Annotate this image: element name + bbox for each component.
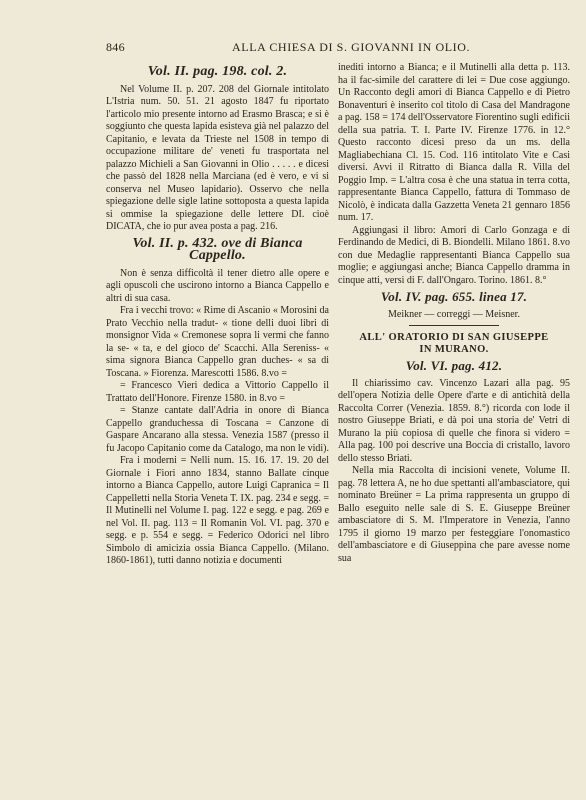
chapter-heading-line: IN MURANO.	[419, 344, 489, 355]
page-number: 846	[106, 40, 125, 54]
section-heading: Vol. IV. pag. 655. linea 17.	[380, 289, 528, 304]
section-heading: Vol. II. pag. 198. col. 2.	[147, 64, 288, 79]
left-column	[106, 62, 329, 568]
paragraph: inediti intorno a Bianca; e il Mutinelli alla detta p. 113. ha il fac-simile del carattere di lei = Due cose aggiungo. Un Racconto degli amori di Bianca Cappello e di Pietro Bonaventuri è inserito col titolo di Casa del Mandragone a pag. 158 = 174 dell'Osservatore Fiorentino sugli edificii della sua patria. T. I. Parte IV. Firenze 1776. in 12.° Questo racconto dicesi preso da un ms. della Magliabechiana Cl. 15. Cod. 116 intitolato Vite e Casi diversi. Avvi il Ritratto di Bianca dalla R. Villa del Poggio Imp. = L'altra cosa è che una statua in terra cotta, rappresentante Bianca Cappello, fattura di Tommaso de Nicolò, è indicata dalla Gazzetta Veneta 21 gennaro 1856 num. 17.	[338, 62, 570, 223]
paragraph: Nel Volume II. p. 207. 208 del Giornale intitolato L'Istria num. 50. 51. 21 agosto 1847 fu riportato l'articolo mio presente intorno ad Erasmo Brasca; e si è soggiunto che questa lapida esisteva già nel palazzo del Capitanio, e levata da Trieste nel 1508 in tempo di occupazione militare de' veneti fu trasportata nel palazzo Michieli a San Giovanni in Olio . . . . . e dicesi che passò del 1828 nella Marciana (ed è vero, e vi si conserva nel Museo lapidario). Osservo che nella spiegazione delle sigle latine sottoposta a questa lapida si ommise la spiegazione delle lettere DI. cioè DICATA, che io pur avea posta a pag. 216.	[106, 83, 329, 232]
paragraph: Il chiarissimo cav. Vincenzo Lazari alla pag. 95 dell'opera Notizia delle Opere d'arte e di antichità della Raccolta Correr (Venezia. 1859. 8.°) ricorda con lode il nostro Giuseppe Briati, e dà poi una storia de' Vetri di Murano la più copiosa di quelle che finora si videro = Alla pag. 100 poi descrive una Boccia di cristallo, lavoro dello stesso Briati.	[338, 377, 570, 464]
paragraph: = Stanze cantate dall'Adria in onore di Bianca Cappello granduchessa di Toscana = Canzone di Gaspare Ancarano alla stessa. Venezia 1587 (presso il fu Jacopo Capitanio come da Catalogo, ma non le vidi).	[106, 405, 329, 454]
running-header	[106, 40, 566, 58]
paragraph: = Francesco Vieri dedica a Vittorio Cappello il Trattato dell'Honore. Firenze 1580. in 8.vo =	[106, 380, 329, 404]
chapter-heading	[338, 332, 570, 356]
errata-line: Meikner — correggi — Meisner.	[388, 308, 520, 320]
paragraph: Fra i vecchi trovo: « Rime di Ascanio « Morosini da Prato Vecchio nella tradut- « tione delli duoi libri di monsignor Vida « Cremonese sopra li vermi che fanno la se- « ta, e del gioco de' Scacchi. Alla Sereniss- « sima signora Bianca Cappello gran duches- « sa di Toscana. » Fiorenza. Marescotti 1586. 8.vo =	[106, 305, 329, 379]
paragraph: Non è senza difficoltà il tener dietro alle opere e agli opuscoli che uscirono intorno a Bianca Cappello e altri di sua casa.	[106, 267, 329, 304]
paragraph: Aggiungasi il libro: Amori di Carlo Gonzaga e di Ferdinando de Medici, di B. Biondelli. Milano 1861. 8.vo con due Medaglie rappresentanti Bianca Cappello sua moglie; e aggiungasi anche; Bianca Cappello dramma in cinque atti, versi di F. dall'Ongaro. Torino. 1861. 8.°	[338, 224, 570, 286]
section-heading: Vol. II. p. 432. ove di Bianca Cappello.	[132, 235, 303, 263]
section-heading: Vol. VI. pag. 412.	[405, 358, 503, 373]
right-column	[338, 62, 570, 565]
chapter-heading-line: ALL' ORATORIO DI SAN GIUSEPPE	[359, 332, 549, 343]
divider	[409, 325, 499, 326]
paragraph: Nella mia Raccolta di incisioni venete, Volume II. pag. 78 lettera A, ne ho due spettanti all'ambasciatore, qui nominato Breüner = La prima rappresenta un gruppo di Ballo eseguito nelle sale di S. E. Giuseppe Breüner ambasciatore di S. M. l'Imperatore in Venezia, l'anno 1795 il giorno 19 marzo per festeggiare l'onomastico dell'ambasciatore e di Giuseppina che pare avesse nome sua	[338, 465, 570, 564]
paragraph: Fra i moderni = Nelli num. 15. 16. 17. 19. 20 del Giornale i Fiori anno 1834, stanno Ballate cinque intorno a Bianca Cappello, autore Luigi Capranica = Il Cappelletti nella Storia Veneta T. IX. pag. 234 e segg. = Il Mutinelli nel Volume I. pag. 122 e segg. e pag. 269 e nel Vol. II. pag. 113 = Il Romanin Vol. VI. pag. 370 e segg. e p. 554 e segg. = Federico Odorici nel libro Simbolo di amicizia ossia Bianca Cappello. (Milano. 1860-1861), tutti danno notizia e documenti	[106, 455, 329, 566]
running-title: ALLA CHIESA DI S. GIOVANNI IN OLIO.	[232, 40, 471, 54]
